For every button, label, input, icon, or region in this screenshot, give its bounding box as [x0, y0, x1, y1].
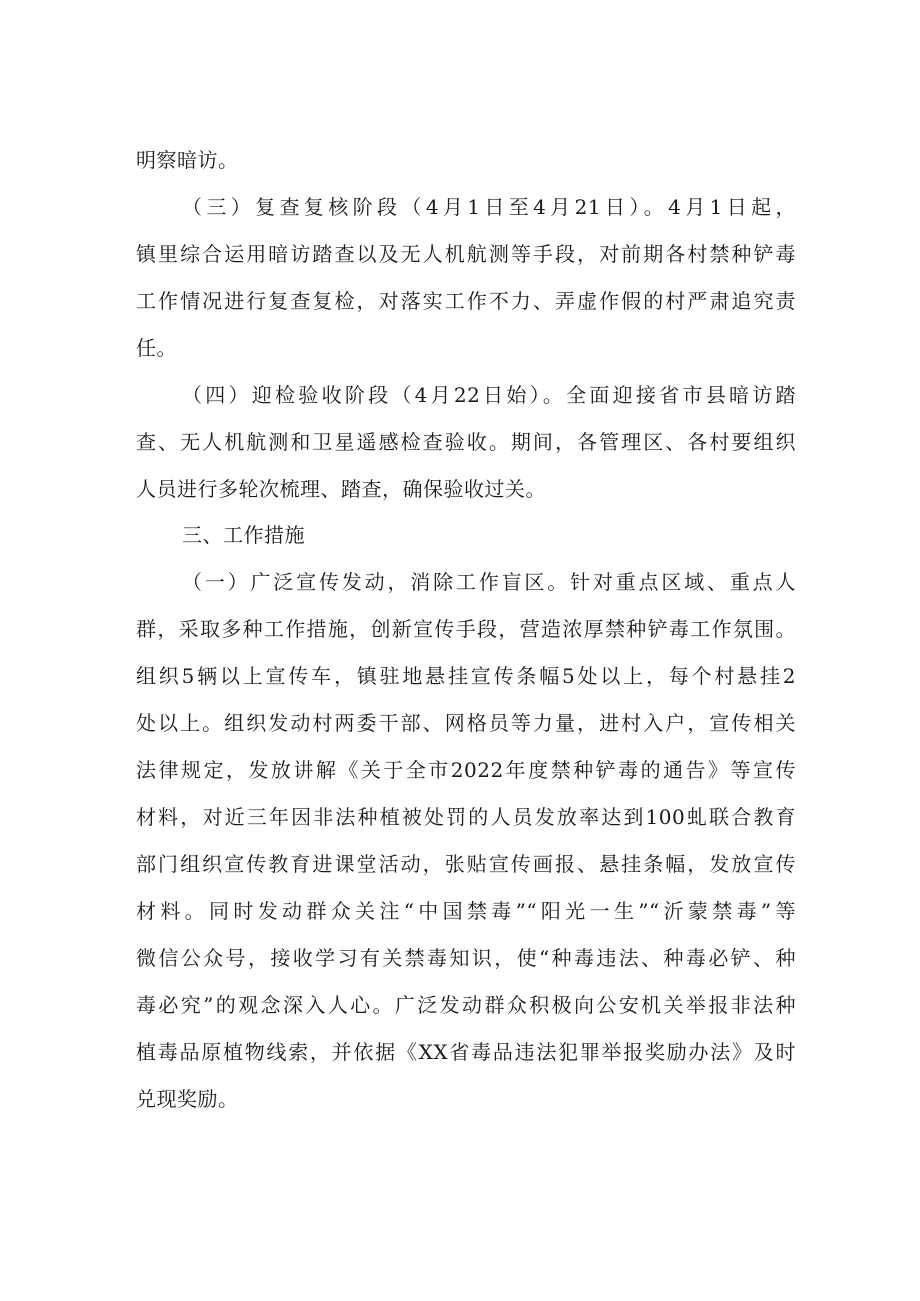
text-line-15: 材料，对近三年因非法种植被处罚的人员发放率达到100虬联合教育	[136, 805, 796, 829]
text-line-11: 群，采取多种工作措施，创新宣传手段，营造浓厚禁种铲毒工作氛围。	[136, 617, 796, 641]
text-line-10: （一）广泛宣传发动，消除工作盲区。针对重点区域、重点人	[182, 570, 796, 594]
text-line-1: 明察暗访。	[136, 148, 239, 172]
text-line-3: 镇里综合运用暗访踏查以及无人机航测等手段，对前期各村禁种铲毒	[136, 242, 796, 266]
text-line-7: 查、无人机航测和卫星遥感检查验收。期间，各管理区、各村要组织	[136, 430, 796, 454]
text-line-19: 毒必究”的观念深入人心。广泛发动群众积极向公安机关举报非法种	[136, 993, 796, 1017]
text-line-6: （四）迎检验收阶段（4月22日始）。全面迎接省市县暗访踏	[182, 383, 796, 407]
text-line-4: 工作情况进行复查复检，对落实工作不力、弄虚作假的村严肃追究责	[136, 289, 796, 313]
text-line-20: 植毒品原植物线索，并依据《XX省毒品违法犯罪举报奖励办法》及时	[136, 1040, 796, 1064]
text-line-16: 部门组织宣传教育进课堂活动，张贴宣传画报、悬挂条幅，发放宣传	[136, 852, 796, 876]
text-line-13: 处以上。组织发动村两委干部、网格员等力量，进村入户，宣传相关	[136, 711, 796, 735]
text-line-12: 组织5辆以上宣传车，镇驻地悬挂宣传条幅5处以上，每个村悬挂2	[136, 664, 796, 688]
text-line-5: 任。	[136, 336, 177, 360]
text-line-17: 材料。同时发动群众关注“中国禁毒”“阳光一生”“沂蒙禁毒”等	[136, 899, 796, 923]
text-line-14: 法律规定，发放讲解《关于全市2022年度禁种铲毒的通告》等宣传	[136, 758, 796, 782]
text-line-18: 微信公众号，接收学习有关禁毒知识，使“种毒违法、种毒必铲、种	[136, 946, 796, 970]
text-line-8: 人员进行多轮次梳理、踏查，确保验收过关。	[136, 477, 546, 501]
text-line-2: （三）复查复核阶段（4月1日至4月21日）。4月1日起，	[182, 195, 796, 219]
text-line-21: 兑现奖励。	[136, 1087, 239, 1111]
section-heading: 三、工作措施	[182, 523, 305, 547]
